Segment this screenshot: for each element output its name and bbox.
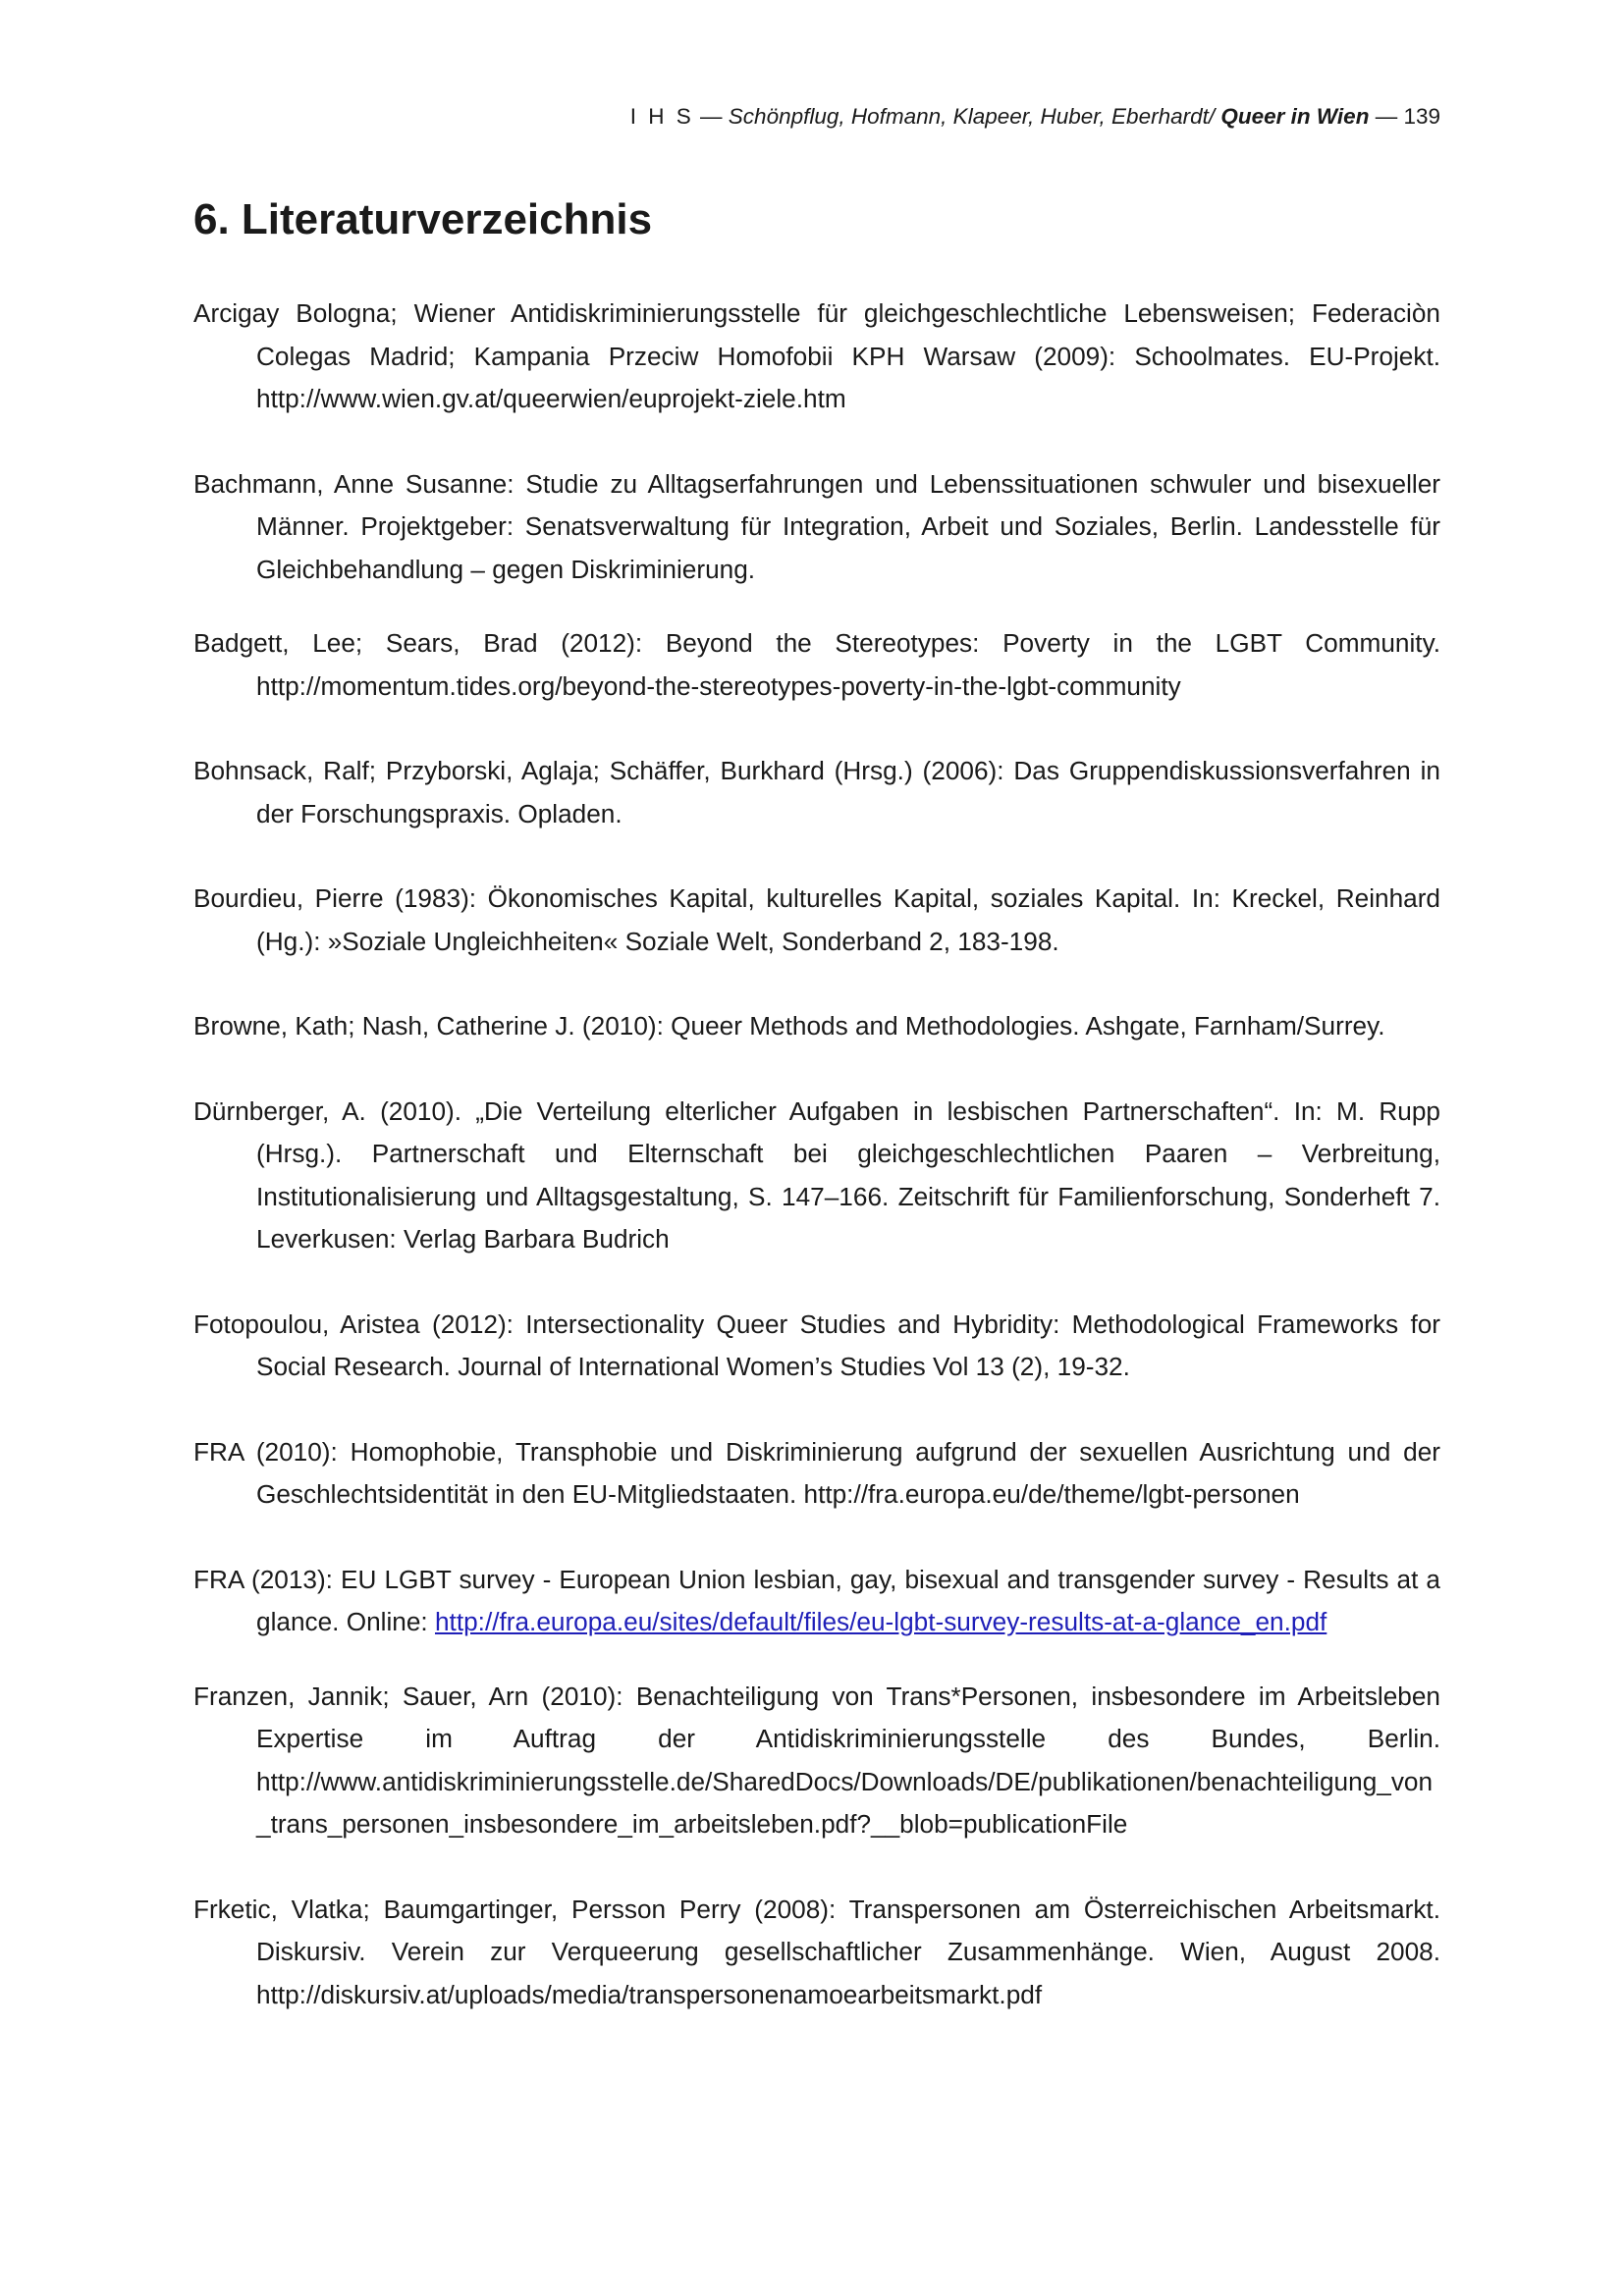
reference-list [193,293,1440,2058]
reference-text: Bohnsack, Ralf; Przyborski, Aglaja; Schäffer, Burkhard (Hrsg.) (2006): Das Gruppendiskussionsverfahren in der Forschungspraxis. Opladen. [193,756,1440,828]
page-number: 139 [1403,104,1440,129]
reference-text: Franzen, Jannik; Sauer, Arn (2010): Benachteiligung von Trans*Personen, insbesondere im Arbeitsleben Expertise im Auftrag der Antidiskriminierungsstelle des Bundes, Berlin. http://www.antidiskriminierungsstelle.de/SharedDocs/Downloads/DE/publikationen/benachteiligung_von_trans_personen_insbesondere_im_arbeitsleben.pdf?__blob=publicationFile [193,1681,1440,1839]
reference-entry [193,1091,1440,1261]
reference-text: Dürnberger, A. (2010). „Die Verteilung elterlicher Aufgaben in lesbischen Partnerschaften“. In: M. Rupp (Hrsg.). Partnerschaft und Elternschaft bei gleichgeschlechtlichen Paaren – Verbreitung, Institutionalisierung und Alltagsgestaltung, S. 147–166. Zeitschrift für Familienforschung, Sonderheft 7. Leverkusen: Verlag Barbara Budrich [193,1095,1440,1254]
header-institute: I H S [629,104,694,129]
reference-entry [193,878,1440,963]
reference-text: Fotopoulou, Aristea (2012): Intersectionality Queer Studies and Hybridity: Methodological Frameworks for Social Research. Journal of International Women’s Studies Vol 13 (2), 19-32. [193,1308,1440,1381]
section-heading: 6. Literaturverzeichnis [193,195,653,243]
reference-entry [193,293,1440,421]
reference-text: Browne, Kath; Nash, Catherine J. (2010): Queer Methods and Methodologies. Ashgate, Farnham/Surrey. [193,1011,1385,1041]
reference-entry [193,1431,1440,1517]
running-header [193,102,1440,132]
reference-text: Bachmann, Anne Susanne: Studie zu Alltagserfahrungen und Lebenssituationen schwuler und bisexueller Männer. Projektgeber: Senatsverwaltung für Integration, Arbeit und Soziales, Berlin. Landesstelle für Gleichbehandlung – gegen Diskriminierung. [193,468,1440,584]
reference-text: FRA (2013): EU LGBT survey - European Union lesbian, gay, bisexual and transgender survey - Results at a glance. Online: [193,1564,1440,1636]
reference-entry [193,463,1440,592]
reference-entry [193,750,1440,835]
header-dash: — [693,104,729,129]
reference-text: Badgett, Lee; Sears, Brad (2012): Beyond the Stereotypes: Poverty in the LGBT Community. http://momentum.tides.org/beyond-the-stereotypes-poverty-in-the-lgbt-community [193,628,1440,701]
reference-entry [193,1005,1440,1048]
header-book-title: Queer in Wien [1220,104,1370,129]
reference-text: Arcigay Bologna; Wiener Antidiskriminierungsstelle für gleichgeschlechtliche Lebensweisen; Federaciòn Colegas Madrid; Kampania Przeciw Homofobii KPH Warsaw (2009): Schoolmates. EU-Projekt. http://www.wien.gv.at/queerwien/euprojekt-ziele.htm [193,298,1440,413]
reference-text: FRA (2010): Homophobie, Transphobie und Diskriminierung aufgrund der sexuellen Ausrichtung und der Geschlechtsidentität in den EU-Mitgliedstaaten. http://fra.europa.eu/de/theme/lgbt-personen [193,1436,1440,1509]
reference-text: Frketic, Vlatka; Baumgartinger, Persson Perry (2008): Transpersonen am Österreichischen Arbeitsmarkt. Diskursiv. Verein zur Verqueerung gesellschaftlicher Zusammenhänge. Wien, August 2008. http://diskursiv.at/uploads/media/transpersonenamoearbeitsmarkt.pdf [193,1894,1440,2009]
reference-entry [193,1559,1440,1644]
reference-entry [193,1304,1440,1389]
reference-text: Bourdieu, Pierre (1983): Ökonomisches Kapital, kulturelles Kapital, soziales Kapital. In: Kreckel, Reinhard (Hg.): »Soziale Ungleichheiten« Soziale Welt, Sonderband 2, 183-198. [193,883,1440,956]
header-dash: — [1369,104,1404,129]
reference-entry [193,622,1440,708]
header-authors: Schönpflug, Hofmann, Klapeer, Huber, Eberhardt/ [728,104,1221,129]
reference-entry [193,1889,1440,2017]
reference-entry [193,1676,1440,1846]
reference-link[interactable]: http://fra.europa.eu/sites/default/files/eu-lgbt-survey-results-at-a-glance_en.pdf [434,1607,1327,1636]
